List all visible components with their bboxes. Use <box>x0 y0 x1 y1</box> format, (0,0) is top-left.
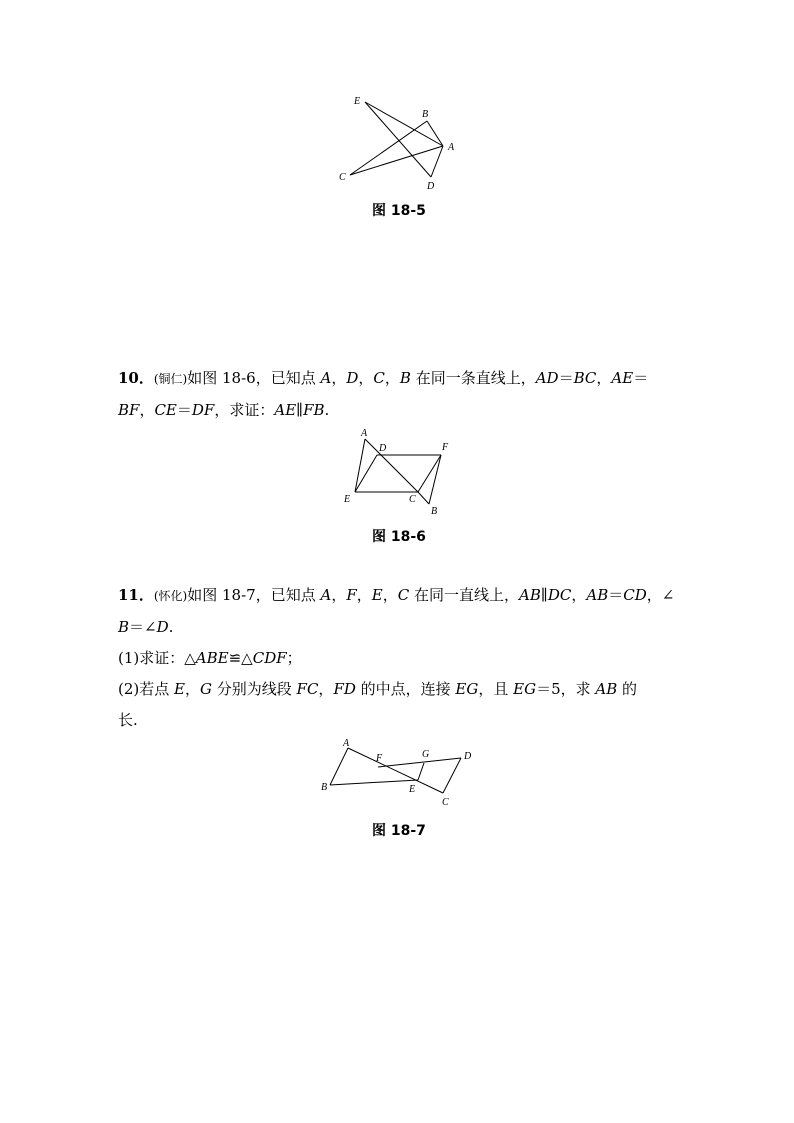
label-A: A <box>361 428 368 439</box>
figure-18-6 <box>340 425 455 520</box>
figure-18-5 <box>330 90 460 195</box>
figure-18-5-diagram <box>330 90 460 195</box>
label-G: G <box>422 749 430 760</box>
label-C: C <box>339 172 346 183</box>
problem-11-part-2-line-1: (2)若点 E，G 分别为线段 FC，FD 的中点，连接 EG，且 EG＝5，求 AB 的 <box>118 680 638 698</box>
segment-DA <box>431 146 443 177</box>
label-D: D <box>379 443 387 454</box>
figure-18-6-caption: 图 18-6 <box>372 529 426 545</box>
figure-18-7-caption: 图 18-7 <box>372 823 426 839</box>
segment-EG <box>418 763 424 780</box>
problem-number: 11． <box>118 586 154 604</box>
label-F: F <box>442 442 449 453</box>
label-D: D <box>427 181 435 192</box>
label-F: F <box>376 753 383 764</box>
segment-CF <box>418 455 441 492</box>
label-B: B <box>431 506 438 517</box>
label-E: E <box>354 96 361 107</box>
problem-source: (铜仁) <box>153 372 188 386</box>
segment-BA <box>427 121 443 146</box>
problem-10-line-2: BF，CE＝DF，求证：AE∥FB. <box>118 401 330 419</box>
segment-DC <box>443 758 461 793</box>
problem-11-line-1: 11．(怀化)如图 18-7，已知点 A，F，E，C 在同一直线上，AB∥DC，AB＝CD，∠ <box>118 586 675 604</box>
segment-CA <box>350 146 443 175</box>
problem-10-line-1: 10．(铜仁)如图 18-6，已知点 A，D，C，B 在同一条直线上，AD＝BC，AE＝ <box>118 369 649 387</box>
segment-FD <box>378 758 461 767</box>
problem-10 <box>118 363 678 426</box>
segment-FB <box>429 455 441 504</box>
label-C: C <box>442 797 449 808</box>
segment-CB <box>418 492 429 504</box>
label-B: B <box>321 782 328 793</box>
segment-BE <box>330 780 418 785</box>
label-D: D <box>464 751 472 762</box>
problem-source: (怀化) <box>153 589 188 603</box>
segment-EA <box>365 102 443 146</box>
label-E: E <box>409 784 416 795</box>
figure-18-7 <box>318 735 483 815</box>
label-A: A <box>343 738 350 749</box>
figure-18-6-diagram <box>340 425 455 520</box>
problem-11-part-2-line-2: 长. <box>118 711 138 729</box>
segment-AC <box>365 439 418 492</box>
problem-11-line-2: B＝∠D. <box>118 618 174 636</box>
problem-11-part-1: (1)求证：△ABE≌△CDF； <box>118 649 302 667</box>
label-B: B <box>422 109 429 120</box>
label-C: C <box>409 494 416 505</box>
segment-AB <box>330 748 348 785</box>
problem-number: 10． <box>118 369 154 387</box>
figure-18-7-diagram <box>318 735 483 815</box>
figure-18-5-caption: 图 18-5 <box>372 203 426 219</box>
problem-11 <box>118 580 678 736</box>
label-A: A <box>448 142 455 153</box>
label-E: E <box>344 494 351 505</box>
